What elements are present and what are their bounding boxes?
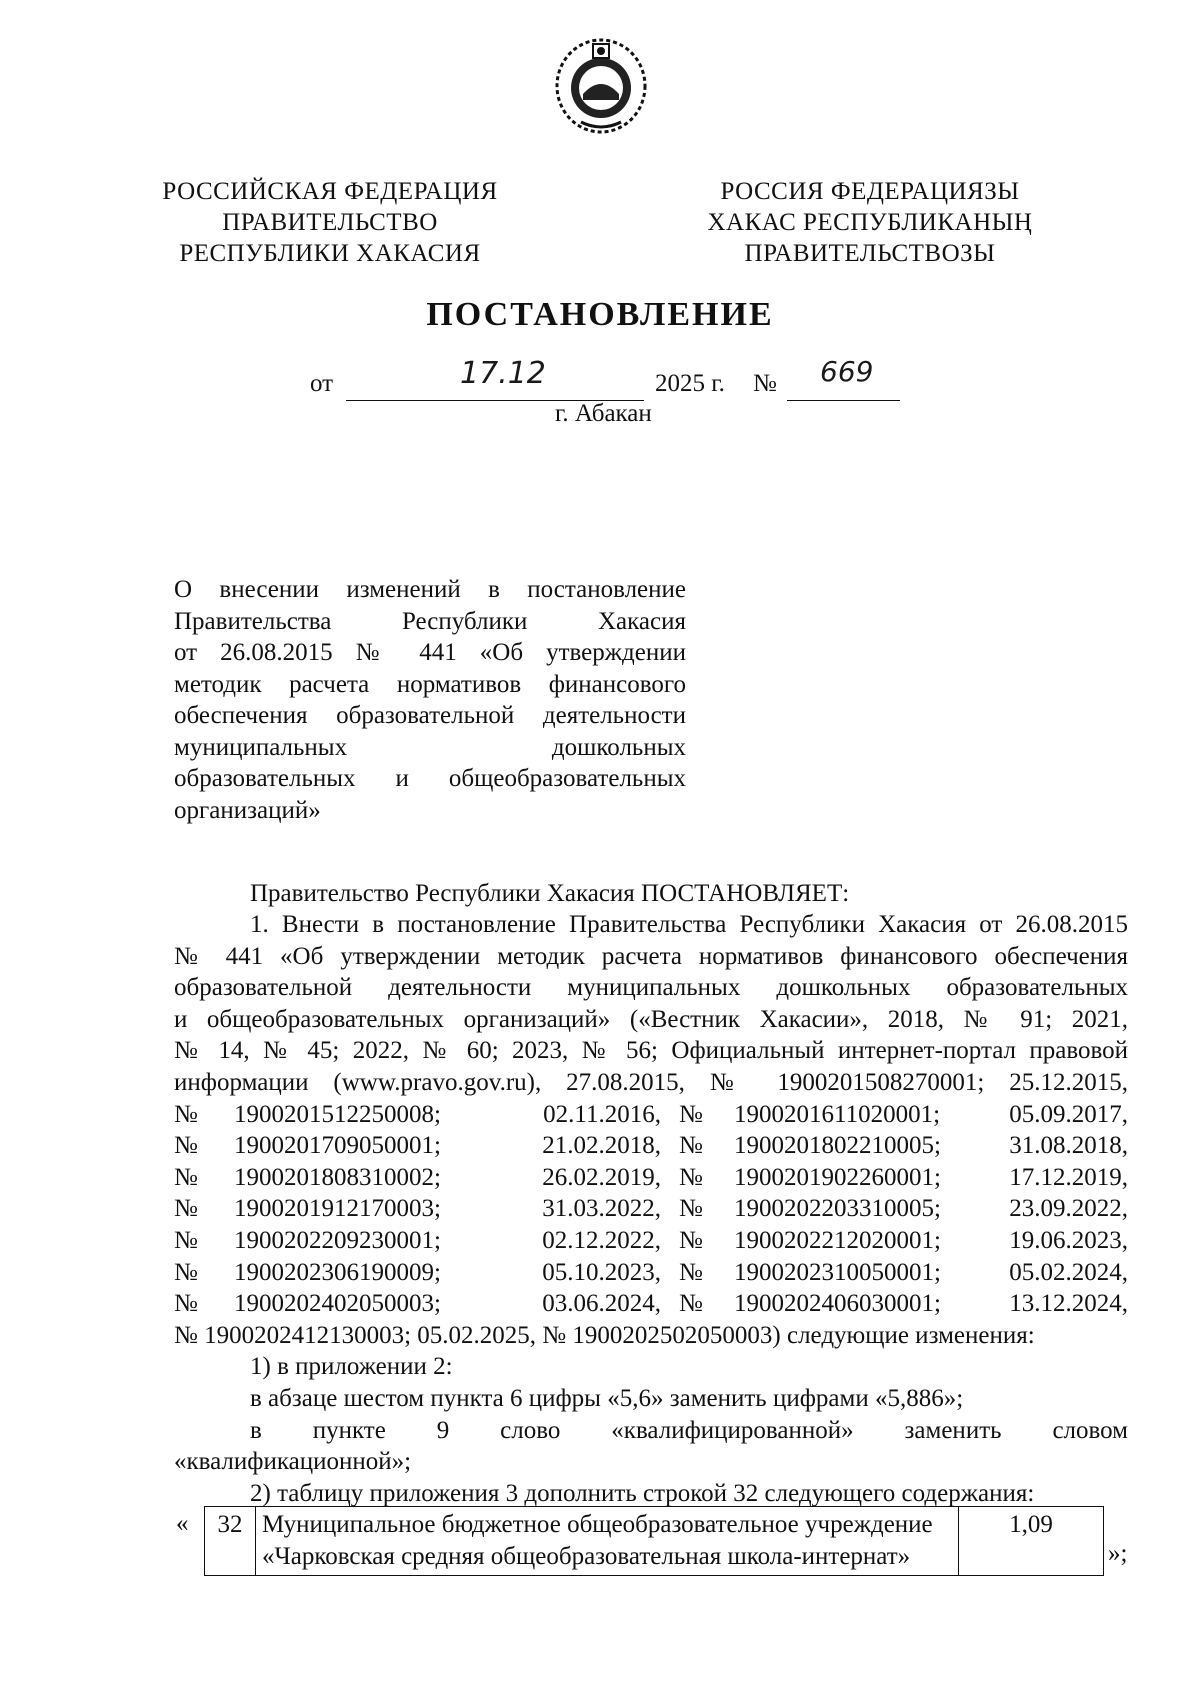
- paragraph-line: № 1900202412130003; 05.02.2025, № 1900202502050003) следующие изменения:: [174, 1321, 1035, 1349]
- reference-cell: №: [174, 1163, 198, 1191]
- reference-cell: 31.08.2018,: [1009, 1132, 1128, 1160]
- reference-cell: 1900202310050001;: [734, 1258, 941, 1286]
- reference-cell: 1900202212020001;: [734, 1226, 941, 1254]
- subject-line: обеспечения образовательной деятельности: [174, 702, 686, 729]
- reference-cell: 1900202406030001;: [734, 1290, 941, 1318]
- reference-cell: 02.11.2016,: [543, 1100, 661, 1128]
- date-line: [310, 355, 910, 402]
- item-2: 2) таблицу приложения 3 дополнить строкой 32 следующего содержания:: [250, 1479, 1035, 1507]
- reference-cell: 21.02.2018,: [542, 1132, 661, 1160]
- reference-cell: №: [174, 1100, 198, 1128]
- header-right: [700, 176, 1040, 269]
- reference-cell: 23.09.2022,: [1009, 1195, 1128, 1223]
- reference-cell: 26.02.2019,: [542, 1163, 661, 1191]
- institution-name: [256, 1507, 959, 1576]
- number-sign: №: [753, 370, 777, 397]
- item-1a: в абзаце шестом пункта 6 цифры «5,6» заменить цифрами «5,886»;: [250, 1384, 964, 1412]
- reference-cell: №: [679, 1226, 703, 1254]
- document-title: ПОСТАНОВЛЕНИЕ: [426, 296, 774, 333]
- subject-block: [174, 574, 686, 826]
- reference-cell: №: [679, 1258, 703, 1286]
- reference-cell: №: [174, 1290, 198, 1318]
- reference-row: [174, 1257, 1128, 1289]
- reference-cell: №: [174, 1226, 198, 1254]
- paragraph-line: 1. Внести в постановление Правительства Республики Хакасия от 26.08.2015: [250, 911, 1128, 938]
- date-prefix: от: [310, 370, 334, 397]
- reference-cell: 31.03.2022,: [542, 1195, 661, 1223]
- reference-row: [174, 1225, 1128, 1257]
- header-right-line: ПРАВИТЕЛЬСТВОЗЫ: [744, 240, 996, 267]
- decree-line: Правительство Республики Хакасия ПОСТАНОВЛЯЕТ:: [250, 880, 850, 907]
- city: г. Абакан: [555, 400, 652, 427]
- reference-row: [174, 1162, 1128, 1194]
- paragraph-1: [174, 909, 1128, 1509]
- reference-cell: 1900202306190009;: [234, 1258, 441, 1286]
- reference-cell: 1900201902260001;: [734, 1163, 941, 1191]
- subject-line: муниципальных дошкольных: [174, 733, 686, 761]
- reference-cell: 1900201709050001;: [234, 1132, 441, 1160]
- reference-cell: 1900202203310005;: [734, 1195, 941, 1223]
- reference-cell: №: [174, 1258, 198, 1286]
- paragraph-line: образовательной деятельности муниципальных дошкольных образовательных: [174, 974, 1128, 1002]
- reference-row: [174, 1288, 1128, 1320]
- row-value: 1,09: [959, 1507, 1104, 1576]
- reference-cell: 1900202209230001;: [234, 1226, 441, 1254]
- reference-row: [174, 1193, 1128, 1225]
- item-1: 1) в приложении 2:: [250, 1353, 453, 1381]
- reference-row: [174, 1099, 1128, 1131]
- reference-cell: №: [174, 1132, 198, 1160]
- reference-cell: №: [679, 1163, 703, 1191]
- reference-cell: 02.12.2022,: [542, 1226, 661, 1254]
- reference-cell: 1900201802210005;: [734, 1132, 941, 1160]
- reference-cell: №: [679, 1195, 703, 1223]
- header-left: [160, 176, 500, 269]
- reference-cell: 1900201808310002;: [234, 1163, 441, 1191]
- reference-cell: 1900201512250008;: [234, 1100, 441, 1128]
- reference-cell: 1900201611020001;: [734, 1100, 941, 1128]
- reference-cell: 1900201912170003;: [234, 1195, 441, 1223]
- institution-name-line: Муниципальное бюджетное общеобразовательное учреждение: [262, 1511, 933, 1538]
- header-left-line: РЕСПУБЛИКИ ХАКАСИЯ: [179, 240, 481, 267]
- close-quote: »;: [1108, 1540, 1128, 1567]
- reference-cell: №: [174, 1195, 198, 1223]
- item-1b-line: «квалификационной»;: [174, 1448, 412, 1476]
- reference-row: [174, 1130, 1128, 1162]
- reference-cell: 17.12.2019,: [1009, 1163, 1128, 1191]
- paragraph-line: информации (www.pravo.gov.ru), 27.08.2015, № 1900201508270001; 25.12.2015,: [174, 1068, 1128, 1096]
- subject-line: организаций»: [174, 796, 321, 824]
- reference-cell: 05.02.2024,: [1009, 1258, 1128, 1286]
- subject-line: Правительства Республики Хакасия: [174, 607, 686, 635]
- subject-line: образовательных и общеобразовательных: [174, 765, 686, 792]
- reference-cell: 05.09.2017,: [1009, 1100, 1128, 1128]
- reference-cell: 13.12.2024,: [1009, 1290, 1128, 1318]
- number-handwritten: 669: [820, 355, 874, 388]
- row-number: 32: [205, 1507, 256, 1576]
- institution-name-line: «Чарковская средняя общеобразовательная школа-интернат»: [262, 1543, 911, 1570]
- header-left-line: ПРАВИТЕЛЬСТВО: [222, 209, 438, 236]
- header-right-line: ХАКАС РЕСПУБЛИКАНЫҢ: [707, 209, 1033, 236]
- appendix-table-row: [204, 1506, 1104, 1576]
- subject-line: от 26.08.2015 № 441 «Об утверждении: [174, 639, 686, 666]
- subject-line: О внесении изменений в постановление: [174, 576, 686, 603]
- reference-cell: 05.10.2023,: [542, 1258, 661, 1286]
- open-quote: «: [176, 1510, 189, 1537]
- paragraph-line: № 14, № 45; 2022, № 60; 2023, № 56; Официальный интернет-портал правовой: [174, 1037, 1128, 1065]
- reference-cell: №: [679, 1100, 703, 1128]
- reference-cell: 1900202402050003;: [234, 1290, 441, 1318]
- coat-of-arms-emblem: [553, 34, 649, 134]
- paragraph-line: № 441 «Об утверждении методик расчета нормативов финансового обеспечения: [174, 942, 1128, 970]
- date-handwritten: 17.12: [460, 356, 546, 391]
- reference-cell: №: [679, 1132, 703, 1160]
- reference-cell: 03.06.2024,: [542, 1290, 661, 1318]
- subject-line: методик расчета нормативов финансового: [174, 670, 686, 698]
- reference-cell: №: [679, 1290, 703, 1318]
- paragraph-line: и общеобразовательных организаций» («Вестник Хакасии», 2018, № 91; 2021,: [174, 1005, 1128, 1033]
- item-1b-line: в пункте 9 слово «квалифицированной» заменить словом: [250, 1416, 1128, 1444]
- year-label: 2025 г.: [655, 370, 725, 397]
- header-left-line: РОССИЙСКАЯ ФЕДЕРАЦИЯ: [162, 178, 498, 205]
- reference-cell: 19.06.2023,: [1009, 1226, 1128, 1254]
- header-right-line: РОССИЯ ФЕДЕРАЦИЯЗЫ: [720, 178, 1020, 205]
